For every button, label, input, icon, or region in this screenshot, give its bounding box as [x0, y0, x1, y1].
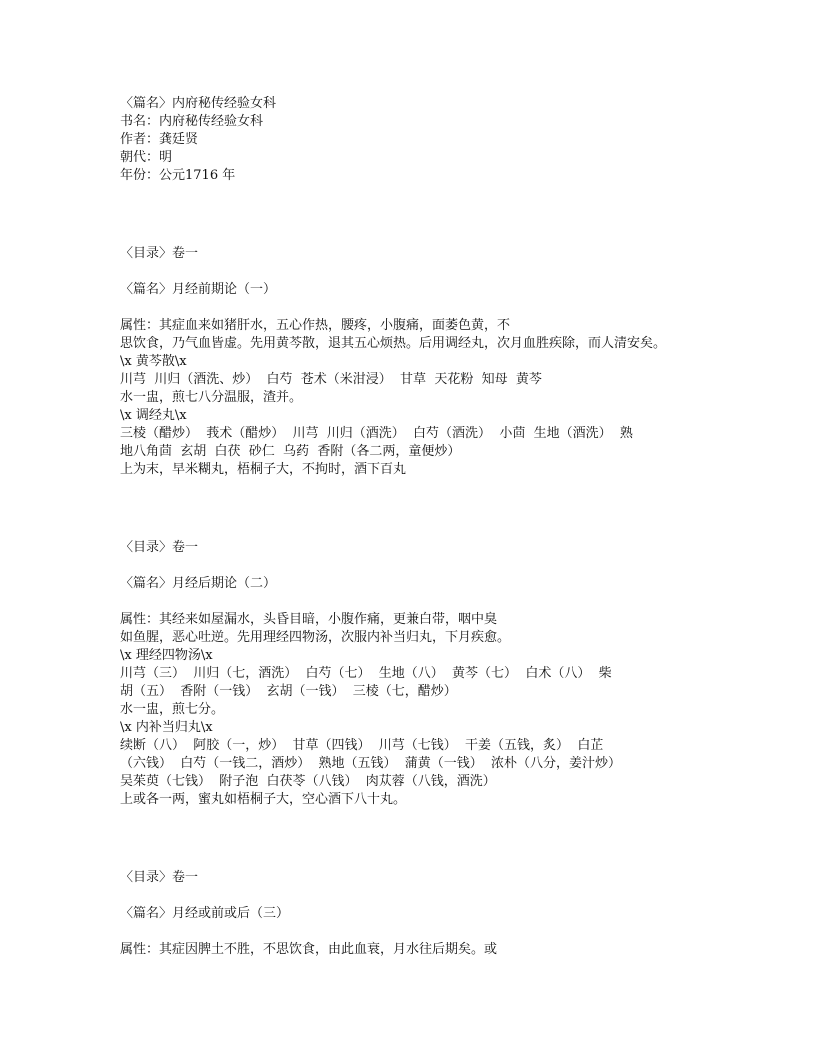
section-line: 吴茱萸（七钱） 附子泡 白茯苓（八钱） 肉苁蓉（八钱，酒洗） — [120, 774, 496, 789]
document-header — [120, 95, 720, 185]
section-line: \x 理经四物汤\x — [120, 648, 213, 663]
section-line: 三棱（醋炒） 莪术（醋炒） 川芎 川归（酒洗） 白芍（酒洗） 小茴 生地（酒洗） 熟 — [120, 426, 633, 441]
section-line: 如鱼腥，恶心吐逆。先用理经四物汤，次服内补当归丸，下月疾愈。 — [120, 630, 511, 645]
section-line: 属性：其症血来如猪肝水，五心作热，腰疼，小腹痛，面萎色黄，不 — [120, 318, 511, 333]
section-line: 胡（五） 香附（一钱） 玄胡（一钱） 三棱（七，醋炒） — [120, 684, 457, 699]
section-line: 地八角茴 玄胡 白茯 砂仁 乌药 香附（各二两，童便炒） — [120, 444, 461, 459]
header-line: 〈篇名〉内府秘传经验女科 — [120, 96, 277, 111]
section-line: 属性：其症因脾土不胜，不思饮食，由此血衰，月水往后期矣。或 — [120, 942, 498, 957]
section-1 — [120, 245, 720, 479]
section-toc: 〈目录〉卷一 — [120, 540, 199, 555]
section-title: 〈篇名〉月经前期论（一） — [120, 282, 277, 297]
document-page — [120, 95, 720, 959]
section-line: 上或各一两，蜜丸如梧桐子大，空心酒下八十丸。 — [120, 792, 407, 807]
section-line: （六钱） 白芍（一钱二，酒炒） 熟地（五钱） 蒲黄（一钱） 浓朴（八分，姜汁炒） — [120, 756, 622, 771]
section-line: 上为末，早米糊丸，梧桐子大，不拘时，酒下百丸 — [120, 462, 407, 477]
section-line: 续断（八） 阿胶（一，炒） 甘草（四钱） 川芎（七钱） 干姜（五钱，炙） 白芷 — [120, 738, 604, 753]
header-line: 书名：内府秘传经验女科 — [120, 114, 264, 129]
section-2 — [120, 539, 720, 809]
section-line: 属性：其经来如屋漏水，头昏目暗，小腹作痛，更兼白带，咽中臭 — [120, 612, 498, 627]
section-title: 〈篇名〉月经后期论（二） — [120, 576, 277, 591]
section-title: 〈篇名〉月经或前或后（三） — [120, 906, 290, 921]
section-3 — [120, 869, 720, 959]
header-line: 朝代：明 — [120, 150, 173, 165]
section-line: \x 黄芩散\x — [120, 354, 187, 369]
header-line: 作者：龚廷贤 — [120, 132, 199, 147]
section-line: 水一盅，煎七分。 — [120, 702, 225, 717]
section-line: \x 调经丸\x — [120, 408, 187, 423]
section-line: 川芎 川归（酒洗、炒） 白芍 苍术（米泔浸） 甘草 天花粉 知母 黄芩 — [120, 372, 542, 387]
section-line: \x 内补当归丸\x — [120, 720, 213, 735]
section-line: 川芎（三） 川归（七，酒洗） 白芍（七） 生地（八） 黄芩（七） 白术（八） 柴 — [120, 666, 612, 681]
header-line: 年份：公元1716 年 — [120, 168, 236, 183]
section-line: 思饮食，乃气血皆虚。先用黄芩散，退其五心烦热。后用调经丸，次月血胜疾除，而人清安矣。 — [120, 336, 667, 351]
section-line: 水一盅，煎七八分温服，渣并。 — [120, 390, 303, 405]
section-toc: 〈目录〉卷一 — [120, 246, 199, 261]
section-toc: 〈目录〉卷一 — [120, 870, 199, 885]
